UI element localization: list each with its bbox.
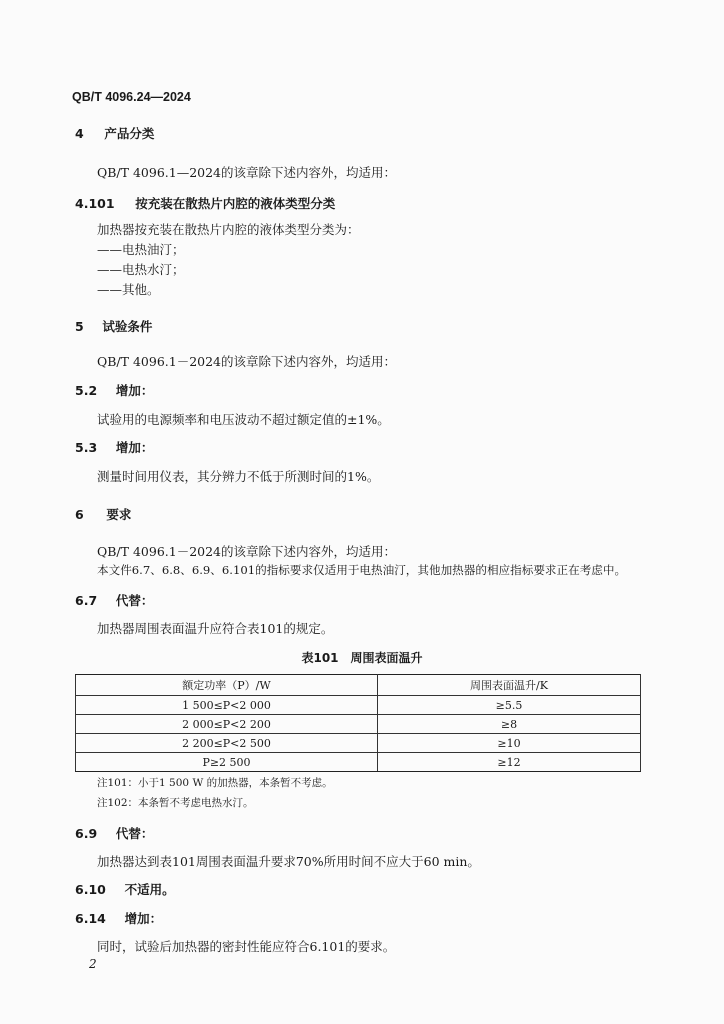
section-6-7-heading <box>75 591 153 609</box>
page-number: 2 <box>89 957 97 971</box>
section-6-10-heading <box>75 880 175 898</box>
table-cell: 2 200≤P<2 500 <box>76 734 378 753</box>
section-title: 产品分类 <box>104 126 155 141</box>
table-note: 注101：小于1 500 W 的加热器，本条暂不考虑。 <box>97 777 333 789</box>
section-number: 6.9 <box>75 826 98 841</box>
standard-code-header: QB/T 4096.24—2024 <box>72 90 191 104</box>
table-cell: ≥10 <box>378 734 641 753</box>
section-5-2-heading <box>75 381 153 399</box>
section-title: 增加： <box>124 911 163 926</box>
section-title: 代替： <box>115 593 154 608</box>
table-cell: 1 500≤P<2 000 <box>76 696 378 715</box>
table-note: 注102：本条暂不考虑电热水汀。 <box>97 797 254 809</box>
paragraph: 试验用的电源频率和电压波动不超过额定值的±1%。 <box>97 412 390 427</box>
table-cell: 2 000≤P<2 200 <box>76 715 378 734</box>
section-6-14-heading <box>75 909 162 927</box>
table-caption: 表101 周围表面温升 <box>301 651 423 665</box>
paragraph: 本文件6.7、6.8、6.9、6.101的指标要求仅适用于电热油汀，其他加热器的相应指标要求正在考虑中。 <box>97 563 627 577</box>
list-item: ——电热油汀； <box>97 242 185 257</box>
paragraph: 加热器周围表面温升应符合表101的规定。 <box>97 621 334 636</box>
table-header-row <box>76 675 641 696</box>
paragraph: 测量时间用仪表，其分辨力不低于所测时间的1%。 <box>97 469 380 484</box>
section-number: 6.7 <box>75 593 98 608</box>
list-item: ——电热水汀； <box>97 262 185 277</box>
section-6-heading <box>75 505 131 523</box>
table-cell: P≥2 500 <box>76 753 378 772</box>
section-number: 6.10 <box>75 882 106 897</box>
section-title: 增加： <box>115 383 154 398</box>
section-number: 4 <box>75 126 84 141</box>
paragraph: 同时，试验后加热器的密封性能应符合6.101的要求。 <box>97 939 396 954</box>
section-title: 试验条件 <box>102 319 153 334</box>
table-101 <box>75 674 641 772</box>
section-6-9-heading <box>75 824 153 842</box>
section-title: 按充装在散热片内腔的液体类型分类 <box>135 196 336 211</box>
section-title: 代替： <box>115 826 154 841</box>
section-4-heading <box>75 124 154 142</box>
table-row <box>76 734 641 753</box>
section-title: 不适用。 <box>124 882 175 897</box>
paragraph: 加热器达到表101周围表面温升要求70%所用时间不应大于60 min。 <box>97 854 480 869</box>
section-title: 要求 <box>106 507 132 522</box>
table-cell: ≥12 <box>378 753 641 772</box>
table-row <box>76 696 641 715</box>
section-4-101-heading <box>75 194 335 212</box>
paragraph: QB/T 4096.1—2024的该章除下述内容外，均适用： <box>97 165 397 180</box>
column-header: 额定功率（P）/W <box>76 675 378 696</box>
table-cell: ≥5.5 <box>378 696 641 715</box>
list-item: ——其他。 <box>97 282 160 297</box>
section-number: 6.14 <box>75 911 106 926</box>
section-title: 增加： <box>115 440 154 455</box>
column-header: 周围表面温升/K <box>378 675 641 696</box>
section-5-heading <box>75 317 152 335</box>
section-number: 6 <box>75 507 84 522</box>
table-row <box>76 715 641 734</box>
section-number: 4.101 <box>75 196 115 211</box>
paragraph: 加热器按充装在散热片内腔的液体类型分类为： <box>97 222 360 237</box>
paragraph: QB/T 4096.1－2024的该章除下述内容外，均适用： <box>97 354 397 369</box>
section-number: 5 <box>75 319 84 334</box>
section-number: 5.2 <box>75 383 98 398</box>
table-cell: ≥8 <box>378 715 641 734</box>
section-number: 5.3 <box>75 440 98 455</box>
paragraph: QB/T 4096.1－2024的该章除下述内容外，均适用： <box>97 544 397 559</box>
section-5-3-heading <box>75 438 153 456</box>
table-row <box>76 753 641 772</box>
